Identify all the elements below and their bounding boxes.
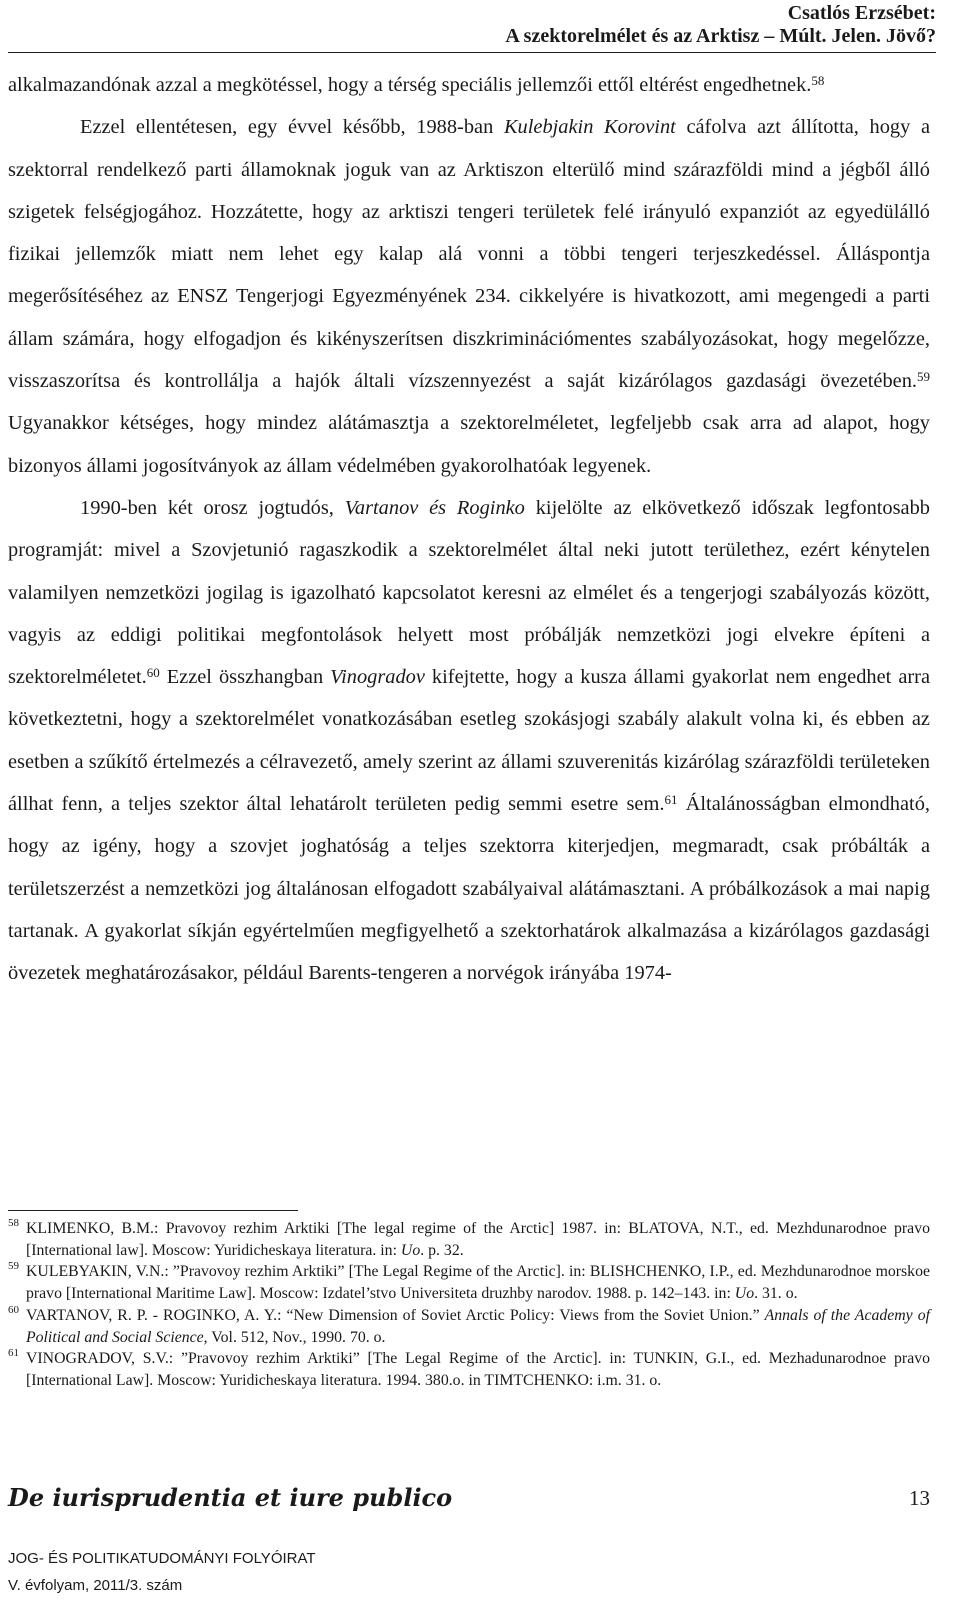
footnote-59: 59 KULEBYAKIN, V.N.: ”Pravovoy rezhim Arktiki” [The Legal Regime of the Arctic]. in: BLISHCHENKO, I.P., ed. Mezhdunarodnoe morskoe pravo [International Maritime Law]. Moscow: Izdatel’stvo Universiteta druzhby narodov. 1988. p. 142–143. in: Uo. 31. o. <box>8 1260 930 1303</box>
footnote-ref-58[interactable]: 58 <box>811 73 825 88</box>
footnote-60: 60 VARTANOV, R. P. - ROGINKO, A. Y.: “New Dimension of Soviet Arctic Policy: Views from the Soviet Union.” Annals of the Academy of Political and Social Science, Vol. 512, Nov., 1990. 70. o. <box>8 1303 930 1346</box>
header-divider <box>8 52 936 53</box>
footnote-ref-61[interactable]: 61 <box>664 792 678 808</box>
footnotes <box>8 1218 930 1392</box>
footnote-ref-60[interactable]: 60 <box>146 665 160 681</box>
paragraph-2: Ezzel ellentétesen, egy évvel később, 1988-ban Kulebjakin Korovint cáfolva azt állította, hogy a szektorral rendelkező parti államoknak joguk van az Arktiszon elterülő mind szárazföldi mind a jégből álló szigetek felségjogához. Hozzátette, hogy az arktiszi tengeri területek felé irányuló expanziót az egyedülálló fizikai jellemzők miatt nem lehet egy kalap alá vonni a többi tengeri terjeszkedéssel. Álláspontja megerősítéséhez az ENSZ Tengerjogi Egyezményének 234. cikkelyére is hivatkozott, ami megengedi a parti állam számára, hogy elfogadjon és kikényszerítsen diszkriminációmentes szabályozásokat, hogy megelőzze, visszaszorítsa és kontrollálja a hajók általi vízszennyezést a saját kizárólagos gazdasági övezetében.$^{59}$ Ugyanakkor kétséges, hogy mindez alátámasztja a szektorelméletet, legfeljebb csak arra ad alapot, hogy bizonyos állami jogosítványok az állam védelmében gyakorolhatóak legyenek. <box>8 116 931 477</box>
page-number: 13 <box>909 1486 930 1510</box>
header-author: Csatlós Erzsébet: <box>787 2 936 24</box>
main-text <box>8 64 930 995</box>
journal-subtitle: JOG- ÉS POLITIKATUDOMÁNYI FOLYÓIRAT <box>8 1550 316 1567</box>
header-title: A szektorelmélet és az Arktisz – Múlt. Jelen. Jövő? <box>505 25 936 47</box>
journal-volume: V. évfolyam, 2011/3. szám <box>8 1577 183 1594</box>
footnote-ref-59[interactable]: 59 <box>917 369 930 385</box>
paragraph-3: 1990-ben két orosz jogtudós, Vartanov és Roginko kijelölte az elkövetkező időszak legfontosabb programját: mivel a Szovjetunió ragaszkodik a szektorelmélet által neki jutott területhez, ezért kénytelen valamilyen nemzetközi jogilag is igazolható kapcsolatot keresni az elmélet és a tengerjogi szabályozás között, vagyis az eddigi politikai megfontolások helyett most próbálják nemzetközi jogi elvekre építeni a szektorelméletet.$^{60}$ Ezzel összhangban Vinogradov kifejtette, hogy a kusza állami gyakorlat nem engedhet arra következtetni, hogy a szektorelmélet vonatkozásában esetleg szokásjogi szabály alakult volna ki, és ebben az esetben a szűkítő értelmezés a célravezető, amely szerint az állami szuverenitás kizárólag szárazföldi területeken állhat fenn, a teljes szektor által lehatárolt területen pedig semmi esetre sem.$^{61}$ Általánosságban elmondható, hogy az igény, hogy a szovjet joghatóság a teljes szektorra kiterjedjen, megmaradt, csak próbálták a területszerzést a nemzetközi jog általánosan elfogadott szabályaival alátámasztani. A próbálkozások a mai napig tartanak. A gyakorlat síkján egyértelműen megfigyelhető a szektorhatárok alkalmazása a kizárólagos gazdasági övezetek meghatározásakor, például Barents-tengeren a norvégok irányába 1974- <box>8 496 931 985</box>
footnote-divider <box>8 1210 298 1211</box>
footnote-58: 58 KLIMENKO, B.M.: Pravovoy rezhim Arktiki [The legal regime of the Arctic] 1987. in: BLATOVA, N.T., ed. Mezhdunarodnoe pravo [International law]. Moscow: Yuridicheskaya literatura. in: Uo. p. 32. <box>8 1217 930 1259</box>
journal-title: De iurisprudentia et iure publico <box>8 1483 453 1512</box>
paragraph-1: alkalmazandónak azzal a megkötéssel, hogy a térség speciális jellemzői ettől eltérést engedhetnek.$^{58}$ <box>8 73 825 96</box>
running-header <box>505 2 936 48</box>
footnote-61: 61 VINOGRADOV, S.V.: ”Pravovoy rezhim Arktiki” [The Legal Regime of the Arctic]. in: TUNKIN, G.I., ed. Mezhadunarodnoe pravo [International Law]. Moscow: Yuridicheskaya literatura. 1994. 380.o. in TIMTCHENKO: i.m. 31. o. <box>8 1347 930 1389</box>
